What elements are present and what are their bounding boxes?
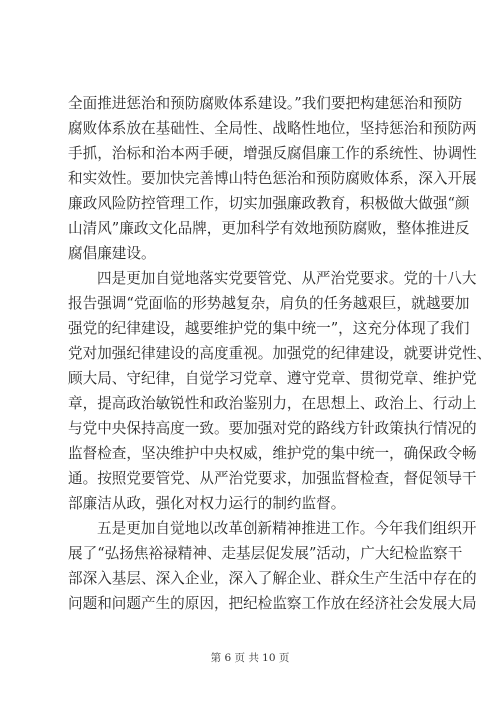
text-line: 腐倡廉建设。 [68,245,156,262]
text-line: 全面推进惩治和预防腐败体系建设。”我们要把构建惩治和预防 [68,95,463,112]
paragraph [68,516,477,616]
page-footer [0,650,500,665]
text-line: 腐败体系放在基础性、全局性、战略性地位，坚持惩治和预防两 [68,120,477,137]
text-line: 部深入基层、深入企业，深入了解企业、群众生产生活中存在的 [68,570,477,587]
paragraph [68,91,477,266]
text-line: 五是更加自觉地以改革创新精神推进工作。今年我们组织开 [97,520,477,537]
page-number: 第 6 页 共 10 页 [210,652,290,664]
text-line: 和实效性。要加快完善博山特色惩治和预防腐败体系，深入开展 [68,170,477,187]
text-line: 监督检查，坚决维护中央权威，维护党的集中统一，确保政令畅 [68,445,477,462]
text-line: 展了“弘扬焦裕禄精神、走基层促发展”活动，广大纪检监察干 [68,545,463,562]
document-body [68,91,492,616]
text-line: 党对加强纪律建设的高度重视。加强党的纪律建设，就要讲党性、 [68,345,492,362]
text-line: 强党的纪律建设，越要维护党的集中统一”，这充分体现了我们 [68,320,470,337]
text-line: 问题和问题产生的原因，把纪检监察工作放在经济社会发展大局 [68,595,477,612]
text-line: 廉政风险防控管理工作，切实加强廉政教育，积极做大做强“颜 [68,195,470,212]
text-line: 章，提高政治敏锐性和政治鉴别力，在思想上、政治上、行动上 [68,395,477,412]
text-line: 山清风”廉政文化品牌，更加科学有效地预防腐败，整体推进反 [68,220,470,237]
text-line: 报告强调“党面临的形势越复杂，肩负的任务越艰巨，就越要加 [68,295,470,312]
text-line: 通。按照党要管党、从严治党要求，加强监督检查，督促领导干 [68,470,477,487]
text-line: 手抓，治标和治本两手硬，增强反腐倡廉工作的系统性、协调性 [68,145,477,162]
text-line: 四是更加自觉地落实党要管党、从严治党要求。党的十八大 [97,270,477,287]
paragraph [68,266,492,516]
text-line: 顾大局、守纪律，自觉学习党章、遵守党章、贯彻党章、维护党 [68,370,477,387]
text-line: 与党中央保持高度一致。要加强对党的路线方针政策执行情况的 [68,420,477,437]
text-line: 部廉洁从政，强化对权力运行的制约监督。 [68,495,346,512]
